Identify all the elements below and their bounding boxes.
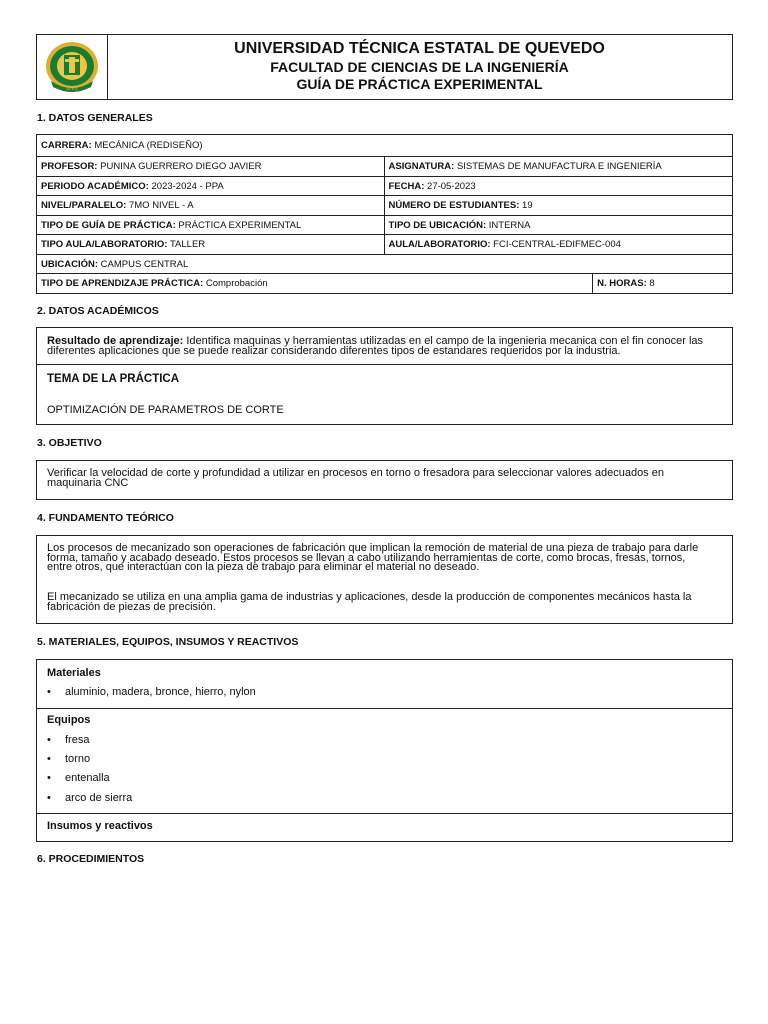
table-row [37,135,733,157]
university-logo [37,35,108,99]
theory-box [36,535,733,624]
materiales-label: Materiales [47,667,101,679]
carrera-cell: CARRERA: MECÁNICA (REDISEÑO) [37,135,733,157]
table-row [37,177,733,196]
university-name: UNIVERSIDAD TÉCNICA ESTATAL DE QUEVEDO [234,40,605,57]
horas-cell: N. HORAS: 8 [593,274,733,294]
insumos-label: Insumos y reactivos [47,820,153,832]
academic-data-box [36,327,733,425]
document-header [36,34,733,100]
divider [37,813,732,814]
table-row [37,157,733,177]
svg-text:UTEQ: UTEQ [66,86,78,91]
faculty-name: FACULTAD DE CIENCIAS DE LA INGENIERÍA [270,59,569,75]
section-title-fundamento: 4. FUNDAMENTO TEÓRICO [37,512,174,524]
section-title-materiales: 5. MATERIALES, EQUIPOS, INSUMOS Y REACTIVOS [37,636,299,648]
ubicacion-cell: UBICACIÓN: CAMPUS CENTRAL [37,255,733,274]
guide-title: GUÍA DE PRÁCTICA EXPERIMENTAL [296,76,543,92]
section-title-procedimientos: 6. PROCEDIMIENTOS [37,853,145,865]
table-row [37,255,733,274]
table-row [37,216,733,235]
list-item: • fresa [47,734,90,746]
divider [37,708,732,709]
tipo-guia-cell: TIPO DE GUÍA DE PRÁCTICA: PRÁCTICA EXPERIMENTAL [37,216,385,235]
section-title-datos-generales: 1. DATOS GENERALES [37,112,153,124]
tipo-aprendizaje-cell: TIPO DE APRENDIZAJE PRÁCTICA: Comprobación [37,274,593,294]
profesor-cell: PROFESOR: PUNINA GUERRERO DIEGO JAVIER [37,157,385,177]
list-item: • arco de sierra [47,792,133,804]
learning-outcome: Resultado de aprendizaje: Identifica maquinas y herramientas utilizadas en el campo de la ingenieria mecanica con el fin conocer las diferentes aplicaciones que se puede realizar considerando diferentes tipos de estandares requeridos por la industria. [47,335,704,357]
aula-cell: AULA/LABORATORIO: FCI-CENTRAL-EDIFMEC-004 [384,235,733,255]
practice-topic-label: TEMA DE LA PRÁCTICA [47,373,180,385]
estudiantes-cell: NÚMERO DE ESTUDIANTES: 19 [384,196,733,216]
header-titles [107,39,732,93]
tipo-ubicacion-cell: TIPO DE UBICACIÓN: INTERNA [384,216,733,235]
objective-text: Verificar la velocidad de corte y profundidad a utilizar en procesos en torno o fresadora para seleccionar valores adecuados en maquinaria CNC [47,467,664,489]
table-row [37,274,733,294]
section-title-objetivo: 3. OBJETIVO [37,437,102,449]
equipos-label: Equipos [47,714,91,726]
asignatura-cell: ASIGNATURA: SISTEMAS DE MANUFACTURA E INGENIERÍA [384,157,733,177]
list-item: • torno [47,753,91,765]
theory-paragraph-1: Los procesos de mecanizado son operaciones de fabricación que implican la remoción de material de una pieza de trabajo para darle forma, tamaño y acabado deseado. Estos procesos se llevan a cabo utilizando herramientas de corte, como brocas, fresas, tornos, entre otros, que interactúan con la pieza de trabajo para eliminar el material no deseado. [47,542,699,573]
section-title-datos-academicos: 2. DATOS ACADÉMICOS [37,305,159,317]
theory-paragraph-2: El mecanizado se utiliza en una amplia gama de industrias y aplicaciones, desde la producción de componentes mecánicos hasta la fabricación de piezas de precisión. [47,591,692,613]
list-item: • aluminio, madera, bronce, hierro, nylon [47,686,256,698]
periodo-cell: PERIODO ACADÉMICO: 2023-2024 - PPA [37,177,385,196]
list-item: • entenalla [47,772,110,784]
materials-box [36,659,733,842]
objective-box [36,460,733,500]
tipo-aula-cell: TIPO AULA/LABORATORIO: TALLER [37,235,385,255]
general-data-table [36,134,733,294]
nivel-cell: NIVEL/PARALELO: 7MO NIVEL - A [37,196,385,216]
practice-topic: OPTIMIZACIÓN DE PARAMETROS DE CORTE [47,404,284,416]
divider [37,364,732,365]
university-seal-icon [43,39,101,95]
table-row [37,235,733,255]
table-row [37,196,733,216]
fecha-cell: FECHA: 27-05-2023 [384,177,733,196]
